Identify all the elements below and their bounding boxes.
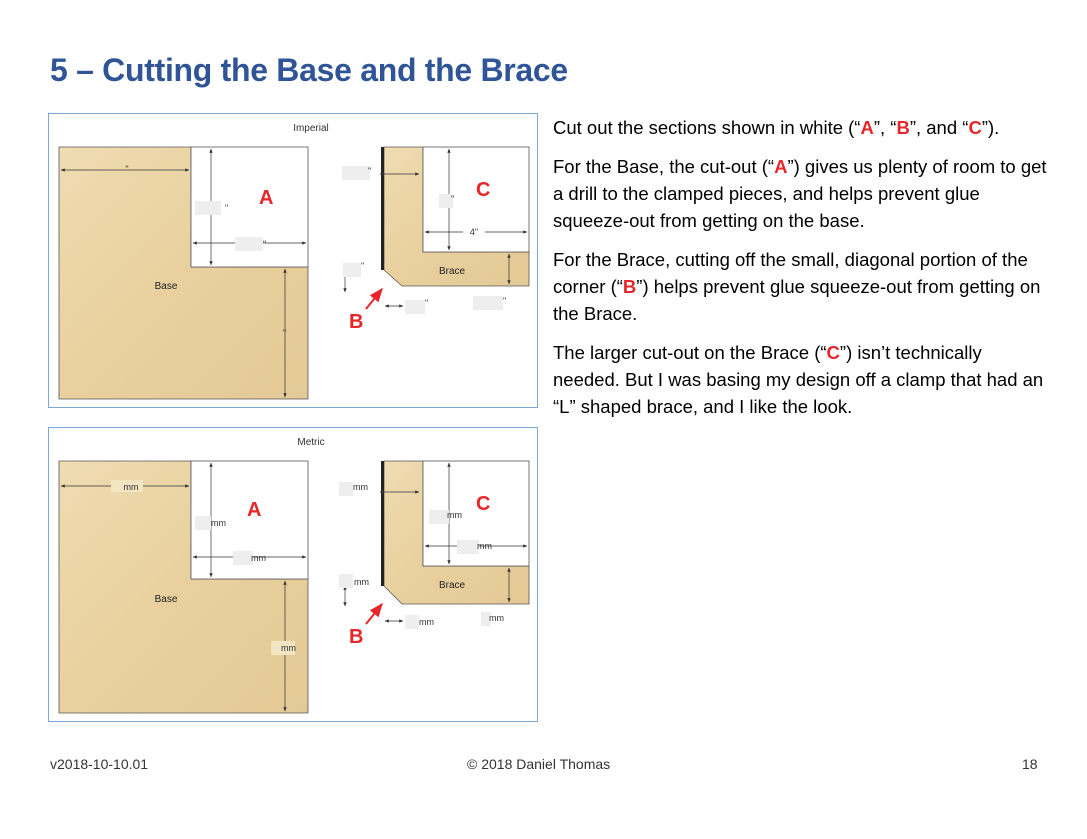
dim-c-height: mm — [447, 510, 462, 520]
metric-diagram — [48, 427, 538, 722]
letter-c: C — [476, 179, 491, 201]
diagram-title: Imperial — [293, 123, 329, 134]
dim-base-height: " — [283, 328, 287, 338]
letter-b: B — [349, 311, 364, 333]
body-text — [553, 114, 1053, 432]
imperial-diagram — [48, 113, 538, 408]
dim-brace-top: " — [368, 166, 372, 176]
letter-a: A — [247, 499, 262, 521]
brace-label: Brace — [438, 580, 466, 591]
footer-copyright: © 2018 Daniel Thomas — [467, 756, 611, 772]
brace-label: Brace — [438, 266, 466, 277]
dim-base-height: mm — [281, 643, 296, 653]
footer-version: v2018-10-10.01 — [50, 756, 149, 772]
paragraph-1: Cut out the sections shown in white (“A”, “B”, and “C”). — [553, 117, 1000, 138]
dim-a-width: mm — [251, 553, 266, 563]
dim-brace-top: mm — [353, 482, 368, 492]
dim-a-height: mm — [211, 518, 226, 528]
dim-a-width: " — [263, 239, 267, 249]
dim-brace-leg: " — [503, 296, 507, 306]
dim-brace-leg: mm — [489, 613, 504, 623]
paragraph-4: The larger cut-out on the Brace (“C”) isn’t technically needed. But I was basing my design off a clamp that had an “L” shaped brace, and I like the look. — [553, 342, 1044, 417]
paragraph-3: For the Brace, cutting off the small, diagonal portion of the corner (“B”) helps prevent glue squeeze-out from getting on the Brace. — [553, 249, 1041, 324]
paragraph-2: For the Base, the cut-out (“A”) gives us plenty of room to get a drill to the clamped pieces, and helps prevent glue squeeze-out from getting on the base. — [553, 156, 1047, 231]
footer-page-number: 18 — [1022, 756, 1038, 772]
dim-c-width: mm — [477, 541, 492, 551]
diagram-title: Metric — [297, 437, 325, 448]
letter-c: C — [476, 493, 491, 515]
dim-c-width: 4" — [469, 227, 479, 237]
dim-b-vert: " — [361, 261, 365, 271]
dim-b-horiz: mm — [419, 617, 434, 627]
dim-b-horiz: " — [425, 298, 429, 308]
page-title: 5 – Cutting the Base and the Brace — [50, 52, 568, 88]
dim-b-vert: mm — [354, 577, 369, 587]
base-label: Base — [154, 281, 178, 292]
letter-b: B — [349, 626, 364, 648]
base-label: Base — [154, 594, 178, 605]
dim-c-height: " — [451, 194, 455, 204]
dim-base-width: mm — [123, 482, 139, 492]
letter-a: A — [259, 187, 274, 209]
dim-a-height: " — [225, 203, 229, 213]
dim-base-width: " — [125, 164, 129, 174]
